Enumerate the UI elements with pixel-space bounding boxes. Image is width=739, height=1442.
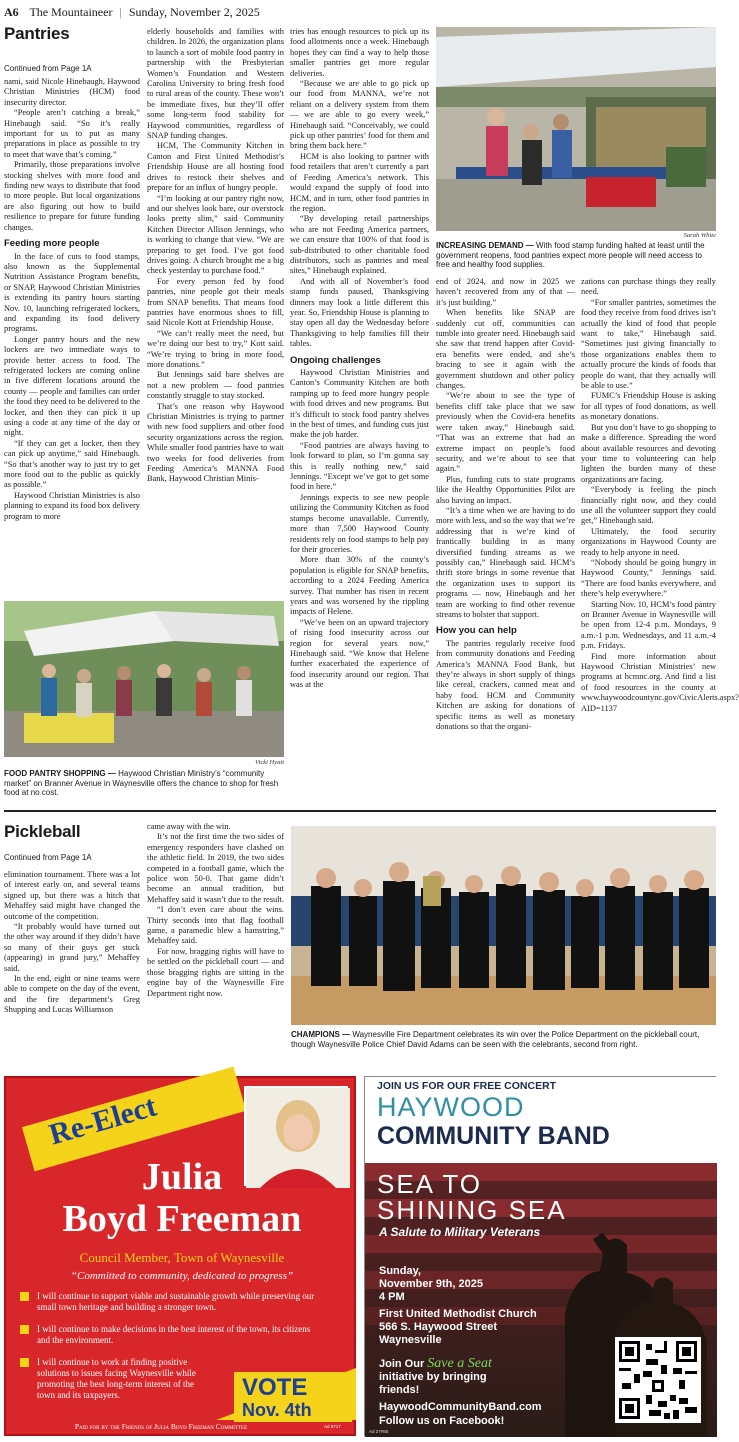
caption-text: Haywood Christian Ministry’s “community market” on Branner Avenue in Waynesville offers the chance to shop for fresh food at no cost. [4,769,279,798]
paragraph: Jennings expects to see new people utilizing the Community Kitchen as food stamps become unavailable. Currently, more than 7,500 Haywood County residents rely on food stamps to help pay for their groceries. [290,492,429,554]
concert-details [379,1265,537,1347]
caption-food-pantry-shopping [4,769,284,798]
paragraph: Starting Nov. 10, HCM’s food pantry on Branner Avenue in Waynesville will be open from 12-4 p.m. Mondays, 9 a.m.-1 p.m. Wednesdays, and 11 a.m.-4 p.m. Fridays. [581,599,716,651]
join-rest: initiative by bringing friends! [379,1371,487,1396]
venue-name: First United Methodist Church [379,1308,537,1320]
concert-date: November 9th, 2025 [379,1278,483,1290]
paragraph: That’s one reason why Haywood Christian Ministries is trying to partner with new food suppliers and other food security organizations across the region. While smaller food pantries have to wait two weeks for food deliveries from Feeding America’s MANNA Food Bank, Haywood Christian Minis- [147,401,284,484]
subhead-how-to-help: How you can help [436,625,517,637]
photo-food-pantry-shopping [4,601,284,757]
pledge-text: I will continue to work at finding positive solutions to issues facing Waynesville while promoting the best long-term interest of the town and its taxpayers. [37,1357,196,1400]
photo-pantry-tent [436,27,716,231]
ad-code: Ad 27#85 [369,1429,389,1434]
qr-code-icon [619,1341,697,1419]
paragraph: came away with the win. [147,822,231,831]
subhead-feeding: Feeding more people [4,238,100,250]
page-number: A6 [4,5,19,19]
band-website[interactable]: HaywoodCommunityBand.com [379,1401,542,1413]
bullet-square-icon [20,1325,29,1334]
subhead-challenges: Ongoing challenges [290,354,381,366]
masthead-name: The Mountaineer [29,5,113,19]
re-elect-text: Re-Elect [45,1089,161,1152]
paragraph: HCM, The Community Kitchen in Canton and First United Methodist’s Friendship House are all hosting food drives to restock their shelves and prepare for an influx of hungry people. [147,141,284,193]
paragraph: end of 2024, and now in 2025 we haven’t recovered from any of that — it’s just building.” [436,277,575,307]
bullet-square-icon [20,1292,29,1301]
concert-title-line-1: SEA TO [377,1169,482,1199]
paragraph: “Because we are able to go pick up our food from MANNA, we’re not reliant on a delivery system from them — we are able to go every week,” Hinebaugh said. “Conceivably, we could pick up other pantries’ food for them and bring them back here.” [290,79,429,151]
paragraph: elimination tournament. There was a lot of interest early on, and several teams signed up, but there was a hitch that Mehaffey said might have changed the outcome of the competition. [4,870,140,921]
vote-text: VOTE [242,1374,308,1401]
pantries-column-5 [581,277,739,802]
photo-increasing-demand [436,27,716,231]
paragraph: “Food pantries are always having to look forward to plan, so I’m gonna say this is really nothing new,” said Jennings. “Except we’ve got to get some food in here.” [290,440,429,492]
candidate-office: Council Member, Town of Waynesville [79,1250,285,1265]
paragraph: “It probably would have turned out the other way around if they didn’t have so many of their guys get stuck (appearing) in grand jury,” Mehaffey said. [4,922,140,973]
caption-text: Waynesville Fire Department celebrates its win over the Police Department on the pickleball court, though Waynesville Police Chief David Adams can be seen with the celebrants, second from right. [291,1030,700,1049]
paragraph: For every person fed by food pantries, nine people got their meals from SNAP benefits. That means food pantries have enormous shoes to fill, said Nicole Kott at Friendship House. [147,276,284,328]
paragraph: tries has enough resources to pick up its food allotments once a week. Hinebaugh hopes they can find a way to help those smaller pantries get more regular deliveries. [290,27,429,78]
save-a-seat-callout [379,1357,529,1397]
band-name-line-1: HAYWOOD [377,1092,525,1122]
facebook-callout[interactable]: Follow us on Facebook! [379,1415,505,1427]
paragraph: nami, said Nicole Hinebaugh, Haywood Christian Ministries (HCM) food insecurity director. [4,77,140,107]
paragraph: In the face of cuts to food stamps, also known as the Supplemental Nutrition Assistance Program benefits, or SNAP, Haywood Christian Ministries is extending its pantry hours starting Nov. 10, launching refrigerated lockers, and expanding its food delivery programs. [4,251,140,334]
ad-code: Ad 8717 [324,1424,341,1429]
paragraph: HCM is also looking to partner with food retailers that aren’t currently a part of Feeding America’s network. This would expand the supply of food into HCM, and in turn, other food pantries in the region. [290,151,429,213]
paragraph: “For smaller pantries, sometimes the food they receive from food drives isn’t actually the kind of food that people want to take,” Hinebaugh said. “Sometimes just giving financially to those organizations enables them to actually procure the kinds of foods that people do want, that they actually will be able to use.” [581,297,716,391]
concert-title-line-2: SHINING SEA [377,1195,567,1225]
pantries-continued: Continued from Page 1A [4,64,92,73]
concert-invite: JOIN US FOR OUR FREE CONCERT [377,1080,557,1092]
pantries-headline: Pantries [4,24,70,43]
vote-date: Nov. 4th [242,1400,312,1420]
paragraph: But you don’t have to go shopping to make a difference. Spreading the word about available resources and devoting your time to volunteering can help lighten the burden many of these organizations are facing. [581,422,716,484]
venue-town: Waynesville [379,1334,442,1346]
pledge-text: I will continue to support viable and sustainable growth while preserving our small town heritage and building a stronger town. [37,1291,315,1312]
paragraph: “Nobody should be going hungry in Haywood County,” Jennings said. “There are food banks everywhere, and there’s help everywhere.” [581,557,716,599]
paragraph: “I don’t even care about the wins. Thirty seconds into that flag football game, a paramedic blew a hamstring,” Mehaffey said. [147,905,284,946]
paragraph: “We’re about to see the type of benefits cliff take place that we saw previously when the Covid-era benefits were taken away,” Hinebaugh said. “That was an extreme that had an extreme impact on people’s food security, and we’re about to see that again.” [436,391,575,474]
pickleball-headline: Pickleball [4,822,81,841]
concert-time: 4 PM [379,1291,405,1303]
photo-credit: Sarah White [683,232,716,239]
section-divider [4,810,716,812]
band-name-line-2: COMMUNITY BAND [377,1122,610,1150]
paragraph: Find more information about Haywood Christian Ministries’ new programs at hcmnc.org. And find a list of food resources in the county at www.haywoodcountync.gov/CivicAlerts.aspx?AID=1137 [581,651,739,713]
paragraph: When benefits like SNAP are suddenly cut off, communities can tumble into greater need. Hinebaugh said she saw that trend happen after Covid-era benefits were ended, and she’s bracing to see it again with the government shutdown and other policy changes. [436,308,575,391]
candidate-first-name: Julia [141,1156,223,1198]
paragraph: “We can’t really meet the need, but we’re doing our best to try,” Kott said. “We’re trying to bring in more food, more donations.” [147,328,284,369]
caption-lead: INCREASING DEMAND — [436,241,534,250]
issue-date: Sunday, November 2, 2025 [128,5,260,19]
paragraph: But Jennings said bare shelves are not a new problem — food pantries constantly struggle to stay stocked. [147,370,284,401]
pledge-item [20,1291,320,1313]
caption-increasing-demand [436,241,716,270]
join-lead: Join Our [379,1358,425,1370]
paragraph: And with all of November’s food stamp funds paused, Thanksgiving dinners may look a little different this year. So, Friendship House is planning to stay open all day the Wednesday before Thanksgiving to help families fill their tables. [290,276,429,349]
pickleball-column-2 [147,822,284,1066]
photo-community-market [4,601,284,757]
paragraph: “I’m looking at our pantry right now, and our shelves look bare, our overstock looks pretty slim,” said Community Kitchen Director Allison Jennings, who is working to change that view. “We are preparing to get food. I’ve got food drives going. A church brought me a big check yesterday to purchase food.” [147,193,284,276]
paragraph: “People aren’t catching a break,” Hinebaugh said. “So it’s really important for us to put as many preparations in place as possible to try to meet that wave that’s coming.” [4,108,140,159]
pantries-column-3 [290,27,429,802]
paragraph: elderly households and families with children. In 2026, the organization plans to launch a sort of mobile food pantry in partnership with the Presbyterian Women’s Foundation and Western Carolina University to bring fresh food to rural areas of the county. These won’t be immediate fixes, but they’ll offer some long-term food stability for Haywood communities, regardless of SNAP funding changes. [147,27,284,141]
paragraph: “If they can get a locker, then they can pick up anytime,” said Hinebaugh. “So that’s another way to just try to get more food out to the public as quickly as possible.” [4,438,140,490]
pledge-text: I will continue to make decisions in the best interest of the town, its citizens and the environment. [37,1324,311,1345]
photo-credit: Vicki Hyatt [255,759,284,766]
paragraph: The pantries regularly receive food from community donations and Feeding America’s MANNA Food Bank, but they’re always in short supply of things like cereal, crackers, canned meat and baby food. HCM and Community Kitchen are asking for donations of specific items as well as monetary donations so that the organi- [436,638,575,732]
paragraph: “By developing retail partnerships who are not Feeding America partners, we can ensure that 100% of that food is sub-distributed to other charitable food distributors, such as pantries and meal sites,” Hinebaugh explained. [290,214,429,276]
paid-for-notice: Paid for by the Friends of Julia Boyd Freeman Committee [74,1422,248,1431]
photo-champions [291,826,716,1025]
pantries-column-4 [436,277,575,802]
pickleball-column-1 [4,870,140,1066]
candidate-motto: “Committed to community, dedicated to progress” [70,1270,294,1282]
paragraph: Longer pantry hours and the new lockers are two immediate ways to provide better access to food. The refrigerated lockers are coming online in five different locations around the county — people and families can order the food they need to be delivered to the locker, and then they can pick it up using a code at any time of the day or night. [4,334,140,438]
paragraph: It’s not the first time the two sides of emergency responders have clashed on the athletic field. In 2019, the two sides competed in a football game, which the police won 50-0. That game didn’t become an annual tradition, but Mehaffey said it wasn’t due to the result. [147,832,284,904]
paragraph: For now, bragging rights will have to be settled on the pickleball court — and those bragging rights are sitting in the engine bay of the Waynesville Fire Department right now. [147,946,284,998]
caption-text: With food stamp funding halted at least until the government reopens, food pantries expect more people will need access to free and healthy food supplies. [436,241,705,270]
paragraph: zations can purchase things they really need. [581,277,716,297]
paragraph: More than 30% of the county’s population is eligible for SNAP benefits, according to a 2024 Feeding America survey. That number has risen in recent years and was worsened by the rippling impacts of Helene. [290,555,429,617]
caption-champions [291,1030,716,1049]
pledge-item [20,1324,320,1346]
paragraph: Primarily, those preparations involve stocking shelves with more food and finding new ways to distribute that food to more people. But local organizations are also figuring out how to build resilience to prepare for future funding changes. [4,160,140,232]
concert-day: Sunday, [379,1265,421,1277]
pickleball-continued: Continued from Page 1A [4,853,92,862]
paragraph: Haywood Christian Ministries and Canton’s Community Kitchen are both ramping up to feed more hungry people with food drives and new programs. But it’s difficult to stock food pantry shelves in the best of times, and funding cuts just make the job harder. [290,368,429,440]
caption-lead: FOOD PANTRY SHOPPING — [4,769,116,778]
folio: A6 The Mountaineer | Sunday, November 2, 2025 [4,5,260,19]
paragraph: “We’ve been on an upward trajectory of rising food insecurity across our region for several years now,” Hinebaugh said. “We know that Helene further exacerbated the experience of food insecurity around our region. That was at the [290,617,429,690]
paragraph: FUMC’s Friendship House is asking for all types of food donations, as well as monetary donations. [581,391,716,422]
venue-street: 566 S. Haywood Street [379,1321,497,1333]
pledge-item [20,1357,210,1401]
ad-julia-boyd-freeman [4,1076,356,1436]
concert-subtitle: A Salute to Military Veterans [379,1225,541,1239]
paragraph: Plus, funding cuts to state programs like the Healthy Opportunities Pilot are also having an impact. [436,474,575,505]
candidate-last-name: Boyd Freeman [62,1198,302,1240]
paragraph: Ultimately, the food security organizations in Haywood County are ready to help anyone in need. [581,526,716,557]
pantries-column-2 [147,27,284,593]
qr-code[interactable] [615,1337,701,1423]
pantries-column-1 [4,77,140,593]
paragraph: “It’s a time when we are having to do more with less, and so the way that we’re addressing that is we’re kind of frantically building in as many diversified funding streams as we possibly can,” Hinebaugh said. HCM’s thrift store brings in some revenue that the organization uses to support its programs — now, Hinebaugh and her team are working to find other revenue streams to bolster that support. [436,505,575,619]
caption-lead: CHAMPIONS — [291,1030,351,1039]
bullet-square-icon [20,1358,29,1367]
photo-fire-department-team [291,826,716,1025]
paragraph: In the end, eight or nine teams were able to compete on the day of the event, and the fire department’s Greg Shupping and Lucas Williamson [4,974,140,1015]
paragraph: “Everybody is feeling the pinch financially right now, and they could use all the volunteer support they could get,” Hinebaugh said. [581,485,716,526]
paragraph: Haywood Christian Ministries is also planning to expand its food box delivery program to more [4,490,140,521]
save-a-seat-text: Save a Seat [427,1356,492,1371]
ad-haywood-community-band [364,1076,716,1436]
